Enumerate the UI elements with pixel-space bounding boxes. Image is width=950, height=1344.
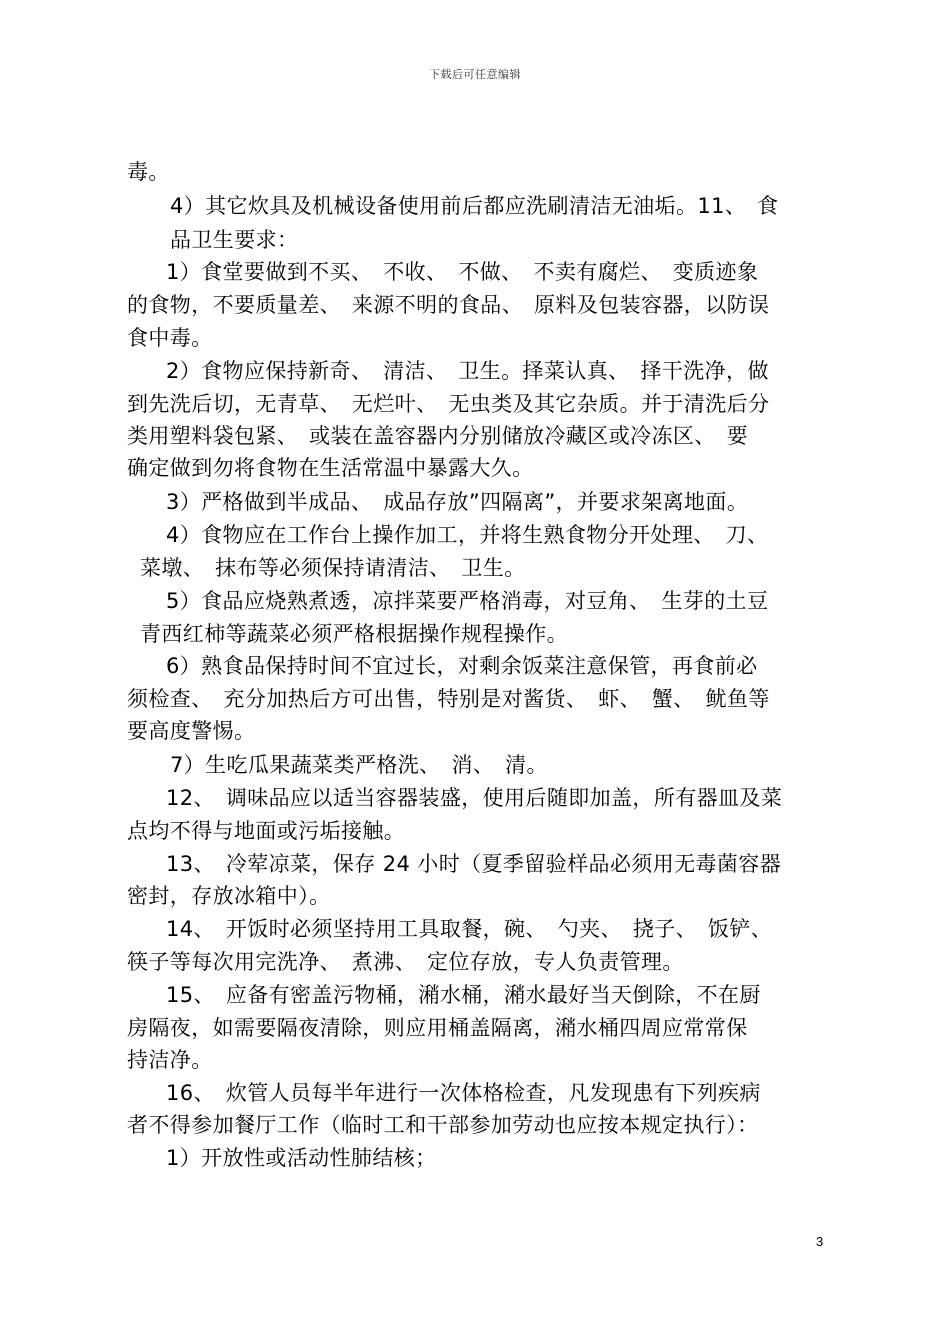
page-number: 3 (816, 1234, 824, 1249)
text-line: 1）食堂要做到不买、 不收、 不做、 不卖有腐烂、 变质迹象 (166, 260, 759, 284)
text-line: 点均不得与地面或污垢接触。 (127, 819, 406, 843)
text-line: 品卫生要求： (170, 228, 299, 252)
text-line: 食中毒。 (127, 326, 213, 350)
text-line: 毒。 (127, 160, 170, 184)
text-line: 4）其它炊具及机械设备使用前后都应洗刷清洁无油垢。11、 食 (170, 194, 779, 218)
text-line: 要高度警惕。 (127, 719, 256, 743)
text-line: 筷子等每次用完洗净、 煮沸、 定位存放，专人负责管理。 (127, 950, 684, 974)
text-line: 14、 开饭时必须坚持用工具取餐，碗、 勺夹、 挠子、 饭铲、 (166, 917, 773, 941)
text-line: 确定做到勿将食物在生活常温中暴露大久。 (127, 456, 534, 480)
text-line: 的食物，不要质量差、 来源不明的食品、 原料及包装容器，以防误 (127, 293, 770, 317)
text-line: 16、 炊管人员每半年进行一次体格检查，凡发现患有下列疾病 (166, 1081, 761, 1105)
text-line: 7）生吃瓜果蔬菜类严格洗、 消、 清。 (170, 753, 548, 777)
text-line: 4）食物应在工作台上操作加工，并将生熟食物分开处理、 刀、 (166, 523, 769, 547)
text-line: 1）开放性或活动性肺结核； (166, 1146, 437, 1170)
text-line: 类用塑料袋包紧、 或装在盖容器内分别储放冷藏区或冷冻区、 要 (127, 424, 748, 448)
text-line: 2）食物应保持新奇、 清洁、 卫生。择菜认真、 择干洗净，做 (166, 359, 769, 383)
text-line: 6）熟食品保持时间不宜过长，对剩余饭菜注意保管，再食前必 (166, 654, 758, 678)
text-line: 房隔夜，如需要隔夜清除，则应用桶盖隔离，潲水桶四周应常常保 (127, 1016, 748, 1040)
text-line: 持洁净。 (127, 1048, 213, 1072)
text-line: 13、 冷荤凉菜，保存 24 小时（夏季留验样品必须用无毒菌容器 (166, 852, 782, 876)
text-line: 者不得参加餐厅工作（临时工和干部参加劳动也应按本规定执行）： (127, 1113, 759, 1137)
text-line: 须检查、 充分加热后方可出售，特别是对酱货、 虾、 蟹、 鱿鱼等 (127, 687, 770, 711)
text-line: 5）食品应烧熟煮透，凉拌菜要严格消毒，对豆角、 生芽的土豆 (166, 589, 769, 613)
text-line: 3）严格做到半成品、 成品存放”四隔离”，并要求架离地面。 (166, 490, 749, 514)
text-line: 密封，存放冰箱中）。 (127, 884, 331, 908)
text-line: 到先洗后切，无青草、 无烂叶、 无虫类及其它杂质。并于清洗后分 (127, 392, 770, 416)
text-line: 菜墩、 抹布等必须保持请清洁、 卫生。 (140, 556, 526, 580)
text-line: 12、 调味品应以适当容器装盛，使用后随即加盖，所有器皿及菜 (166, 786, 783, 810)
page-header: 下载后可任意编辑 (429, 68, 521, 81)
text-line: 青西红柿等蔬菜必须严格根据操作规程操作。 (140, 622, 568, 646)
text-line: 15、 应备有密盖污物桶，潲水桶，潲水最好当天倒除，不在厨 (166, 983, 761, 1007)
